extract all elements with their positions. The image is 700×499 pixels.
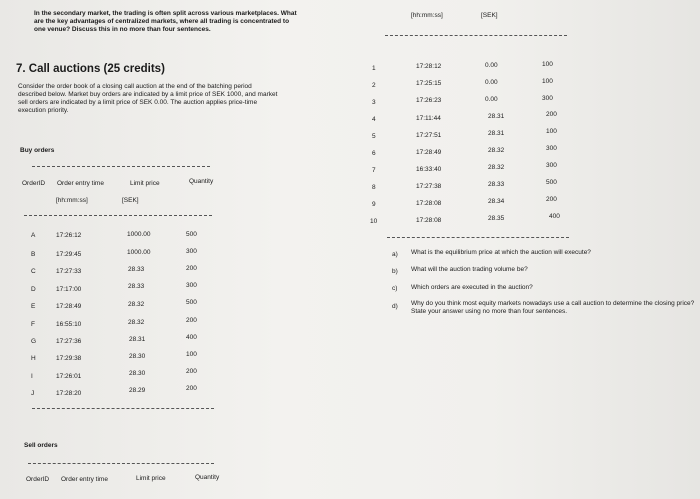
sell-row-time: 17:11:44 <box>416 115 441 122</box>
sell-row-price: 0.00 <box>485 96 498 103</box>
section-desc-3: sell orders are indicated by a limit price of SEK 0.00. The auction applies price-time <box>18 99 258 106</box>
buy-row-qty: 200 <box>186 385 197 392</box>
buy-row-qty: 500 <box>186 299 197 306</box>
sell-row-time: 17:28:08 <box>416 200 442 207</box>
buy-row-time: 17:29:45 <box>56 251 82 258</box>
buy-row-qty: 300 <box>186 248 197 255</box>
buy-col-limit-price: Limit price <box>130 180 160 187</box>
sell-row-time: 17:28:12 <box>416 63 442 70</box>
question-b-text: What will the auction trading volume be? <box>411 266 528 273</box>
sell-row-qty: 100 <box>542 61 553 68</box>
sell-row-time: 17:27:51 <box>416 132 442 139</box>
sell-header-rule <box>385 35 567 36</box>
buy-row-time: 17:26:12 <box>56 232 82 239</box>
sell-row-id: 9 <box>372 201 376 208</box>
sell-unit-price: [SEK] <box>481 12 498 19</box>
question-d-text: Why do you think most equity markets nowadays use a call auction to determine the closing price? State your answer using no more than four sentences. <box>411 300 695 315</box>
sell-orders-heading: Sell orders <box>24 442 58 449</box>
buy-row-price: 1000.00 <box>127 231 151 238</box>
buy-row-id: I <box>31 373 33 380</box>
sell-row-price: 28.32 <box>488 164 505 171</box>
buy-orders-heading: Buy orders <box>20 147 55 154</box>
buy-row-id: H <box>31 355 36 362</box>
sell-row-qty: 500 <box>546 179 557 186</box>
buy-row-time: 17:28:20 <box>56 390 82 397</box>
buy-row-time: 17:27:36 <box>56 338 82 345</box>
buy-row-qty: 300 <box>186 282 197 289</box>
buy-row-id: B <box>31 251 36 258</box>
buy-row-time: 17:17:00 <box>56 286 82 293</box>
buy-row-qty: 200 <box>186 265 197 272</box>
sell-col-entry-time: Order entry time <box>61 476 108 483</box>
section-desc-2: described below. Market buy orders are indicated by a limit price of SEK 1000, and market <box>18 91 278 98</box>
buy-row-price: 28.33 <box>128 283 145 290</box>
question-a-text: What is the equilibrium price at which the auction will execute? <box>411 249 591 256</box>
buy-row-qty: 200 <box>186 368 197 375</box>
sell-row-time: 17:26:23 <box>416 97 442 104</box>
buy-row-time: 17:28:49 <box>56 303 82 310</box>
sell-row-qty: 400 <box>549 213 560 220</box>
sell-row-id: 2 <box>372 82 376 89</box>
buy-unit-time: [hh:mm:ss] <box>56 197 88 204</box>
sell-row-price: 28.31 <box>488 113 505 120</box>
buy-row-time: 16:55:10 <box>56 321 82 328</box>
sell-row-price: 0.00 <box>485 79 498 86</box>
sell-row-id: 10 <box>370 218 378 225</box>
sell-row-id: 3 <box>372 99 376 106</box>
sell-col-limit-price: Limit price <box>136 475 166 482</box>
sell-col-quantity: Quantity <box>195 474 220 481</box>
sell-row-price: 28.31 <box>488 130 505 137</box>
buy-row-price: 28.30 <box>129 370 146 377</box>
sell-row-qty: 100 <box>546 128 557 135</box>
sell-row-time: 17:28:49 <box>416 149 442 156</box>
question-c-text: Which orders are executed in the auction? <box>411 284 533 291</box>
buy-row-id: J <box>31 390 35 397</box>
buy-row-time: 17:26:01 <box>56 373 82 380</box>
intro-line-2: are the key advantages of centralized markets, where all trading is concentrated to <box>34 18 290 25</box>
sell-row-qty: 100 <box>542 78 553 85</box>
intro-line-1: In the secondary market, the trading is often split across various marketplaces. What <box>34 10 297 17</box>
buy-row-qty: 500 <box>186 231 197 238</box>
sell-row-price: 28.33 <box>488 181 505 188</box>
sell-col-orderid: OrderID <box>26 476 50 483</box>
buy-row-price: 28.32 <box>128 319 145 326</box>
buy-col-entry-time: Order entry time <box>57 180 104 187</box>
buy-bottom-rule <box>32 408 214 409</box>
buy-unit-price: [SEK] <box>122 197 139 204</box>
sell-row-time: 16:33:40 <box>416 166 442 173</box>
sell-row-id: 6 <box>372 150 376 157</box>
buy-row-price: 28.29 <box>129 387 146 394</box>
buy-row-qty: 200 <box>186 317 197 324</box>
buy-row-time: 17:29:38 <box>56 355 82 362</box>
sell-row-price: 28.35 <box>488 215 505 222</box>
sell-row-qty: 300 <box>542 95 553 102</box>
buy-top-rule <box>32 166 210 167</box>
sell-row-time: 17:25:15 <box>416 80 442 87</box>
sell-row-qty: 300 <box>546 162 557 169</box>
buy-row-qty: 100 <box>186 351 197 358</box>
buy-row-id: A <box>31 232 36 239</box>
buy-col-quantity: Quantity <box>189 178 214 185</box>
buy-col-orderid: OrderID <box>22 180 46 187</box>
sell-row-price: 0.00 <box>485 62 498 69</box>
buy-row-id: E <box>31 303 36 310</box>
sell-row-id: 7 <box>372 167 376 174</box>
question-b-label: b) <box>392 268 398 275</box>
section-desc-4: execution priority. <box>18 107 69 114</box>
sell-bottom-rule <box>387 237 569 238</box>
buy-row-price: 28.33 <box>128 266 145 273</box>
sell-row-id: 1 <box>372 65 376 72</box>
buy-row-price: 28.30 <box>129 353 146 360</box>
sell-top-rule <box>28 463 214 464</box>
buy-row-price: 28.32 <box>128 301 145 308</box>
section-title: 7. Call auctions (25 credits) <box>16 63 165 75</box>
buy-row-price: 28.31 <box>129 336 146 343</box>
sell-row-qty: 300 <box>546 145 557 152</box>
sell-row-price: 28.32 <box>488 147 505 154</box>
sell-row-time: 17:27:38 <box>416 183 442 190</box>
buy-row-time: 17:27:33 <box>56 268 82 275</box>
buy-header-rule <box>24 215 212 216</box>
sell-unit-time: [hh:mm:ss] <box>411 12 443 19</box>
question-c-label: c) <box>392 285 398 292</box>
buy-row-qty: 400 <box>186 334 197 341</box>
sell-row-id: 5 <box>372 133 376 140</box>
buy-row-id: C <box>31 268 36 275</box>
sell-row-qty: 200 <box>546 196 557 203</box>
buy-row-id: F <box>31 321 35 328</box>
buy-row-id: D <box>31 286 36 293</box>
sell-row-price: 28.34 <box>488 198 505 205</box>
section-desc-1: Consider the order book of a closing call auction at the end of the batching period <box>18 83 252 90</box>
sell-row-qty: 200 <box>546 111 557 118</box>
sell-row-id: 8 <box>372 184 376 191</box>
sell-row-time: 17:28:08 <box>416 217 442 224</box>
buy-row-price: 1000.00 <box>127 249 151 256</box>
buy-row-id: G <box>31 338 37 345</box>
question-a-label: a) <box>392 251 398 258</box>
sell-row-id: 4 <box>372 116 376 123</box>
intro-line-3: one venue? Discuss this in no more than four sentences. <box>34 26 211 33</box>
question-d-label: d) <box>392 303 398 310</box>
